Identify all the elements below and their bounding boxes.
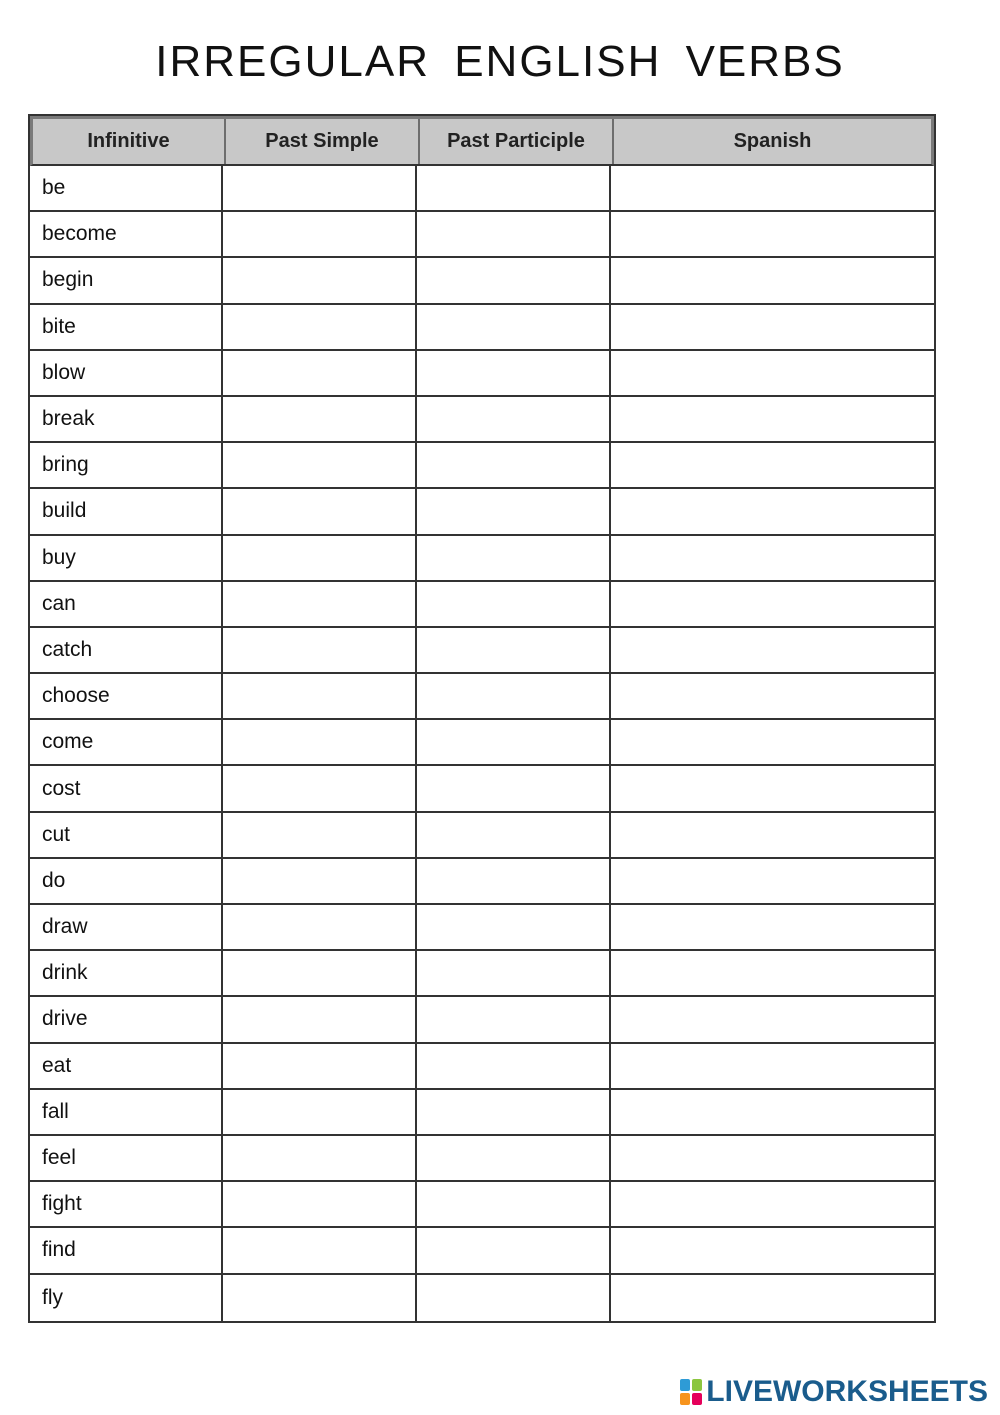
- table-row: [30, 443, 934, 489]
- past-simple-answer-cell[interactable]: [223, 674, 417, 718]
- infinitive-cell: buy: [30, 536, 223, 580]
- table-row: [30, 720, 934, 766]
- header-past-participle: Past Participle: [420, 119, 614, 164]
- past-participle-answer-cell[interactable]: [417, 212, 611, 256]
- logo-square: [692, 1393, 702, 1405]
- spanish-answer-cell[interactable]: [611, 628, 934, 672]
- spanish-answer-cell[interactable]: [611, 536, 934, 580]
- table-row: [30, 536, 934, 582]
- infinitive-cell: cost: [30, 766, 223, 810]
- past-simple-answer-cell[interactable]: [223, 720, 417, 764]
- past-participle-answer-cell[interactable]: [417, 1090, 611, 1134]
- table-row: [30, 489, 934, 535]
- spanish-answer-cell[interactable]: [611, 397, 934, 441]
- header-infinitive: Infinitive: [33, 119, 226, 164]
- past-participle-answer-cell[interactable]: [417, 720, 611, 764]
- past-simple-answer-cell[interactable]: [223, 766, 417, 810]
- past-participle-answer-cell[interactable]: [417, 766, 611, 810]
- spanish-answer-cell[interactable]: [611, 951, 934, 995]
- infinitive-cell: choose: [30, 674, 223, 718]
- table-row: [30, 582, 934, 628]
- spanish-answer-cell[interactable]: [611, 720, 934, 764]
- liveworksheets-wordmark: LIVEWORKSHEETS: [706, 1375, 988, 1408]
- spanish-answer-cell[interactable]: [611, 1090, 934, 1134]
- spanish-answer-cell[interactable]: [611, 305, 934, 349]
- infinitive-cell: find: [30, 1228, 223, 1272]
- past-simple-answer-cell[interactable]: [223, 351, 417, 395]
- table-row: [30, 628, 934, 674]
- infinitive-cell: eat: [30, 1044, 223, 1088]
- infinitive-cell: bring: [30, 443, 223, 487]
- spanish-answer-cell[interactable]: [611, 166, 934, 210]
- spanish-answer-cell[interactable]: [611, 905, 934, 949]
- table-row: [30, 397, 934, 443]
- table-row: [30, 905, 934, 951]
- past-simple-answer-cell[interactable]: [223, 305, 417, 349]
- past-simple-answer-cell[interactable]: [223, 212, 417, 256]
- past-participle-answer-cell[interactable]: [417, 1275, 611, 1321]
- past-simple-answer-cell[interactable]: [223, 1228, 417, 1272]
- table-row: [30, 1136, 934, 1182]
- past-participle-answer-cell[interactable]: [417, 166, 611, 210]
- past-participle-answer-cell[interactable]: [417, 1136, 611, 1180]
- logo-square: [680, 1379, 690, 1391]
- verbs-table: [28, 114, 936, 1323]
- infinitive-cell: come: [30, 720, 223, 764]
- past-participle-answer-cell[interactable]: [417, 351, 611, 395]
- table-row: [30, 1275, 934, 1321]
- past-participle-answer-cell[interactable]: [417, 1228, 611, 1272]
- table-row: [30, 351, 934, 397]
- past-participle-answer-cell[interactable]: [417, 536, 611, 580]
- past-simple-answer-cell[interactable]: [223, 397, 417, 441]
- infinitive-cell: feel: [30, 1136, 223, 1180]
- infinitive-cell: build: [30, 489, 223, 533]
- past-simple-answer-cell[interactable]: [223, 1275, 417, 1321]
- table-row: [30, 1090, 934, 1136]
- spanish-answer-cell[interactable]: [611, 258, 934, 302]
- infinitive-cell: do: [30, 859, 223, 903]
- spanish-answer-cell[interactable]: [611, 212, 934, 256]
- infinitive-cell: begin: [30, 258, 223, 302]
- past-simple-answer-cell[interactable]: [223, 443, 417, 487]
- spanish-answer-cell[interactable]: [611, 674, 934, 718]
- past-participle-answer-cell[interactable]: [417, 582, 611, 626]
- past-participle-answer-cell[interactable]: [417, 951, 611, 995]
- spanish-answer-cell[interactable]: [611, 1182, 934, 1226]
- past-participle-answer-cell[interactable]: [417, 997, 611, 1041]
- table-row: [30, 813, 934, 859]
- infinitive-cell: fly: [30, 1275, 223, 1321]
- infinitive-cell: fall: [30, 1090, 223, 1134]
- past-simple-answer-cell[interactable]: [223, 1090, 417, 1134]
- spanish-answer-cell[interactable]: [611, 351, 934, 395]
- past-participle-answer-cell[interactable]: [417, 305, 611, 349]
- infinitive-cell: catch: [30, 628, 223, 672]
- infinitive-cell: drive: [30, 997, 223, 1041]
- infinitive-cell: blow: [30, 351, 223, 395]
- past-simple-answer-cell[interactable]: [223, 489, 417, 533]
- past-participle-answer-cell[interactable]: [417, 1182, 611, 1226]
- past-simple-answer-cell[interactable]: [223, 997, 417, 1041]
- past-simple-answer-cell[interactable]: [223, 536, 417, 580]
- table-row: [30, 859, 934, 905]
- past-simple-answer-cell[interactable]: [223, 951, 417, 995]
- past-simple-answer-cell[interactable]: [223, 582, 417, 626]
- spanish-answer-cell[interactable]: [611, 1275, 934, 1321]
- past-simple-answer-cell[interactable]: [223, 628, 417, 672]
- spanish-answer-cell[interactable]: [611, 766, 934, 810]
- table-row: [30, 1228, 934, 1274]
- table-row: [30, 166, 934, 212]
- past-simple-answer-cell[interactable]: [223, 258, 417, 302]
- spanish-answer-cell[interactable]: [611, 582, 934, 626]
- header-spanish: Spanish: [733, 130, 812, 152]
- infinitive-cell: become: [30, 212, 223, 256]
- spanish-answer-cell[interactable]: [611, 1044, 934, 1088]
- table-row: [30, 1182, 934, 1228]
- table-row: [30, 305, 934, 351]
- infinitive-cell: draw: [30, 905, 223, 949]
- infinitive-cell: be: [30, 166, 223, 210]
- table-header: [30, 116, 934, 166]
- table-row: [30, 1044, 934, 1090]
- past-simple-answer-cell[interactable]: [223, 905, 417, 949]
- past-simple-answer-cell[interactable]: [223, 1136, 417, 1180]
- past-simple-answer-cell[interactable]: [223, 813, 417, 857]
- infinitive-cell: fight: [30, 1182, 223, 1226]
- past-simple-answer-cell[interactable]: [223, 166, 417, 210]
- spanish-answer-cell[interactable]: [611, 489, 934, 533]
- header-past-simple: Past Simple: [226, 119, 420, 164]
- spanish-answer-cell[interactable]: [611, 997, 934, 1041]
- spanish-answer-cell[interactable]: [611, 1228, 934, 1272]
- spanish-answer-cell[interactable]: [611, 813, 934, 857]
- page-title: IRREGULAR ENGLISH VERBS: [155, 37, 845, 86]
- past-participle-answer-cell[interactable]: [417, 859, 611, 903]
- past-simple-answer-cell[interactable]: [223, 1182, 417, 1226]
- table-body: [30, 166, 934, 1321]
- past-participle-answer-cell[interactable]: [417, 674, 611, 718]
- past-participle-answer-cell[interactable]: [417, 628, 611, 672]
- infinitive-cell: can: [30, 582, 223, 626]
- past-participle-answer-cell[interactable]: [417, 443, 611, 487]
- table-row: [30, 674, 934, 720]
- spanish-answer-cell[interactable]: [611, 1136, 934, 1180]
- liveworksheets-logo-icon: [680, 1379, 702, 1405]
- infinitive-cell: cut: [30, 813, 223, 857]
- logo-square: [680, 1393, 690, 1405]
- table-row: [30, 258, 934, 304]
- spanish-answer-cell[interactable]: [611, 443, 934, 487]
- liveworksheets-brand: [680, 1374, 988, 1410]
- past-participle-answer-cell[interactable]: [417, 1044, 611, 1088]
- infinitive-cell: break: [30, 397, 223, 441]
- infinitive-cell: drink: [30, 951, 223, 995]
- logo-square: [692, 1379, 702, 1391]
- spanish-answer-cell[interactable]: [611, 859, 934, 903]
- past-participle-answer-cell[interactable]: [417, 905, 611, 949]
- past-simple-answer-cell[interactable]: [223, 1044, 417, 1088]
- table-row: [30, 212, 934, 258]
- past-simple-answer-cell[interactable]: [223, 859, 417, 903]
- infinitive-cell: bite: [30, 305, 223, 349]
- table-row: [30, 766, 934, 812]
- past-participle-answer-cell[interactable]: [417, 258, 611, 302]
- table-row: [30, 951, 934, 997]
- past-participle-answer-cell[interactable]: [417, 397, 611, 441]
- past-participle-answer-cell[interactable]: [417, 489, 611, 533]
- past-participle-answer-cell[interactable]: [417, 813, 611, 857]
- table-row: [30, 997, 934, 1043]
